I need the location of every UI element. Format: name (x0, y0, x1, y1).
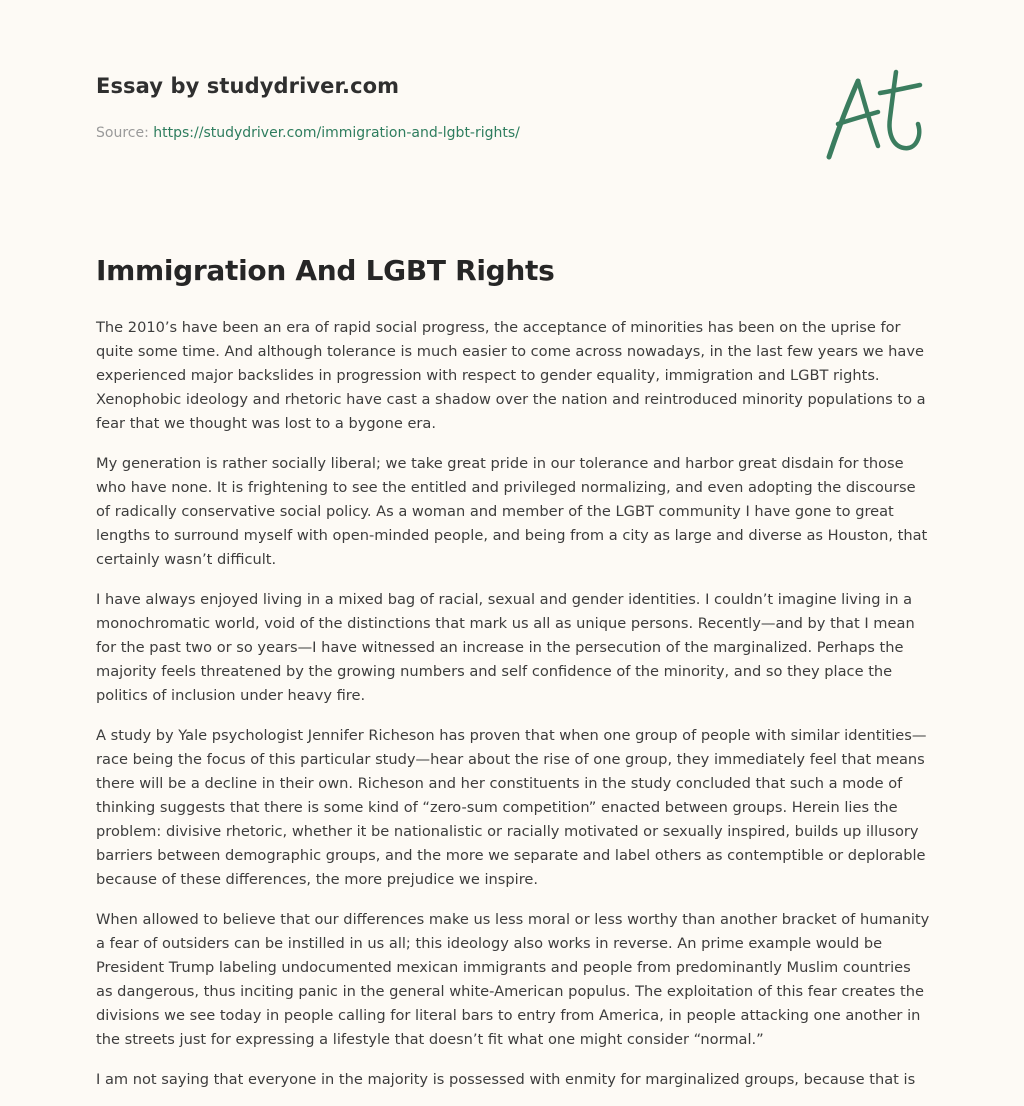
essay-paragraph: A study by Yale psychologist Jennifer Richeson has proven that when one group of people with similar identities—race being the focus of this particular study—hear about the rise of one group, they immediately feel that means there will be a decline in their own. Richeson and her constituents in the study concluded that such a mode of thinking suggests that there is some kind of “zero-sum competition” enacted between groups. Herein lies the problem: divisive rhetoric, whether it be nationalistic or racially motivated or sexually inspired, builds up illusory barriers between demographic groups, and the more we separate and label others as contemptible or deplorable because of these differences, the more prejudice we inspire. (96, 727, 927, 888)
essay-paragraph: My generation is rather socially liberal; we take great pride in our tolerance and harbor great disdain for those who have none. It is frightening to see the entitled and privileged normalizing, and even adopting the discourse of radically conservative social policy. As a woman and member of the LGBT community I have gone to great lengths to surround myself with open-minded people, and being from a city as large and diverse as Houston, that certainly wasn’t difficult. (96, 455, 928, 568)
source-line (96, 125, 796, 141)
essay-body (96, 316, 930, 1106)
essay-paragraph: I am not saying that everyone in the majority is possessed with enmity for marginalized groups, because that is (96, 1071, 916, 1088)
source-label: Source: (96, 125, 154, 141)
essay-paragraph: I have always enjoyed living in a mixed bag of racial, sexual and gender identities. I couldn’t imagine living in a monochromatic world, void of the distinctions that mark us all as unique persons. Recently—and by that I mean for the past two or so years—I have witnessed an increase in the persecution of the marginalized. Perhaps the majority feels threatened by the growing numbers and self confidence of the minority, and so they place the politics of inclusion under heavy fire. (96, 591, 915, 704)
essay-paragraph: When allowed to believe that our differences make us less moral or less worthy than another bracket of humanity a fear of outsiders can be instilled in us all; this ideology also works in reverse. An prime example would be President Trump labeling undocumented mexican immigrants and people from predominantly Muslim countries as dangerous, thus inciting panic in the general white-American populus. The exploitation of this fear creates the divisions we see today in people calling for literal bars to entry from America, in people attacking one another in the streets just for expressing a lifestyle that doesn’t fit what one might consider “normal.” (96, 911, 930, 1048)
brand-title: Essay by studydriver.com (96, 74, 400, 98)
a-plus-logo-icon (820, 66, 928, 166)
source-link[interactable]: https://studydriver.com/immigration-and-lgbt-rights/ (153, 125, 520, 141)
page-header (96, 74, 796, 141)
essay-title: Immigration And LGBT Rights (96, 254, 555, 287)
essay-paragraph: The 2010’s have been an era of rapid social progress, the acceptance of minorities has been on the uprise for quite some time. And although tolerance is much easier to come across nowadays, in the last few years we have experienced major backslides in progression with respect to gender equality, immigration and LGBT rights. Xenophobic ideology and rhetoric have cast a shadow over the nation and reintroduced minority populations to a fear that we thought was lost to a bygone era. (96, 319, 926, 432)
